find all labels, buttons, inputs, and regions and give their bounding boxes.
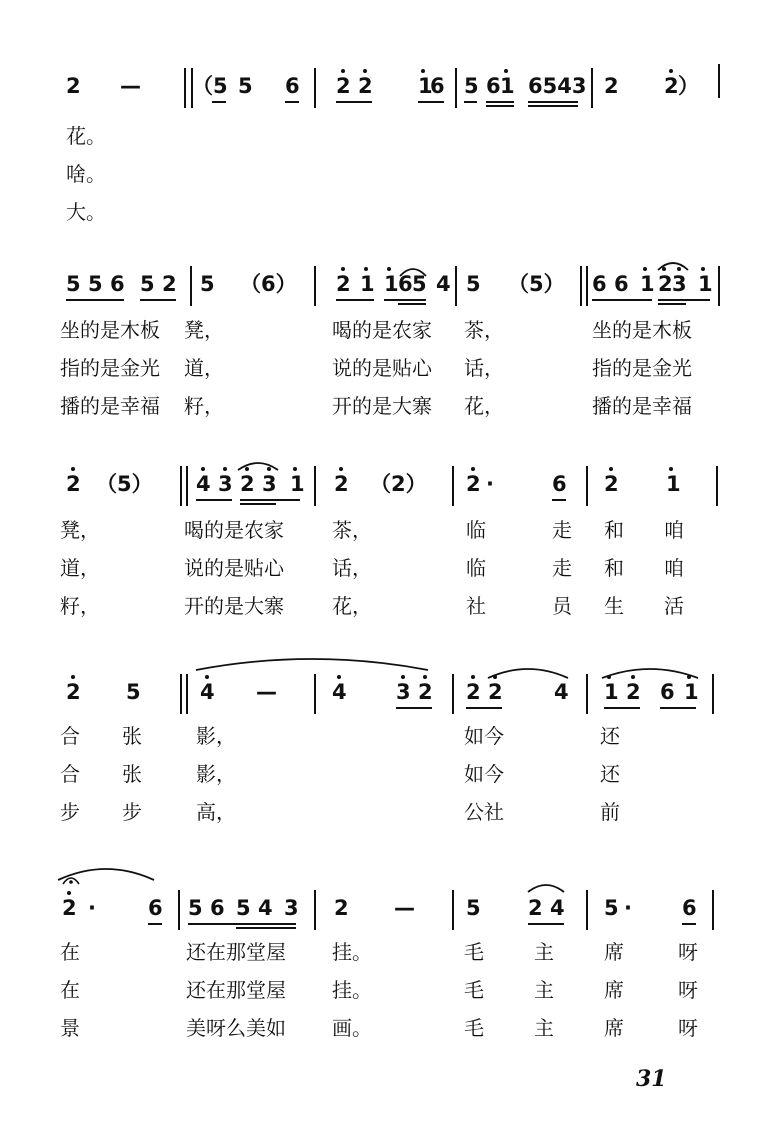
note: 4 (332, 680, 347, 704)
lyric: 指的是金光 (60, 356, 160, 380)
barline (178, 890, 180, 930)
lyric: 主 (534, 940, 554, 964)
note: 4 (550, 896, 565, 920)
staff-line (0, 260, 780, 320)
lyric: 花， (332, 594, 372, 618)
lyric: 道， (184, 356, 224, 380)
lyric: 籽， (60, 594, 100, 618)
note: 1 (684, 680, 699, 704)
paren-open: （ (192, 74, 213, 98)
lyric: 景 (60, 1016, 80, 1040)
lyric: 坐的是木板 (60, 318, 160, 342)
dash: — (256, 680, 277, 704)
barline (455, 68, 457, 108)
high-dot (387, 267, 391, 271)
note: 1 (290, 472, 305, 496)
lyric: 和 (604, 518, 624, 542)
barline (452, 466, 454, 506)
dash: — (394, 896, 415, 920)
underline (336, 299, 374, 301)
note: 5 (126, 680, 141, 704)
lyric: 话， (332, 556, 372, 580)
underline (140, 299, 176, 301)
lyric: 合 (60, 762, 80, 786)
note: 5 (140, 272, 155, 296)
high-dot (471, 675, 475, 679)
note: （2） (370, 472, 427, 496)
lyric: 走 (552, 556, 572, 580)
underline (212, 101, 226, 103)
slur (398, 264, 428, 278)
note: 4 (554, 680, 569, 704)
barline (586, 466, 588, 506)
staff-line (0, 460, 780, 520)
high-dot (205, 675, 209, 679)
note: 2 (626, 680, 641, 704)
note: 3 (218, 472, 233, 496)
high-dot (341, 69, 345, 73)
high-dot (364, 267, 368, 271)
underline (592, 299, 652, 301)
underline (236, 927, 296, 929)
lyric: 影， (196, 762, 236, 786)
high-dot (337, 675, 341, 679)
lyric: 步 (122, 800, 142, 824)
barline (586, 890, 588, 930)
underline (658, 303, 686, 305)
high-dot (609, 467, 613, 471)
underline (604, 707, 640, 709)
underline (486, 105, 514, 107)
lyric: 大。 (66, 200, 106, 224)
lyric: 如今 (464, 762, 504, 786)
note: （5） (96, 472, 153, 496)
note: 2 (466, 472, 481, 496)
lyric: 道， (60, 556, 100, 580)
dot: · (624, 896, 632, 920)
note: 2 (334, 472, 349, 496)
lyric: 张 (122, 724, 142, 748)
high-dot (669, 467, 673, 471)
lyric: 播的是幸福 (592, 394, 692, 418)
note: 6 (552, 472, 567, 496)
slur (236, 458, 280, 472)
barline (184, 68, 186, 108)
note: 6543 (528, 74, 587, 98)
note: 2 (418, 680, 433, 704)
barline (452, 890, 454, 930)
note: 5 (236, 896, 251, 920)
underline (196, 499, 232, 501)
lyric: 高， (196, 800, 236, 824)
note: 5 (213, 74, 228, 98)
lyric: 毛 (464, 940, 484, 964)
note: 1 (500, 74, 515, 98)
lyric: 茶， (332, 518, 372, 542)
staff-line (0, 62, 780, 122)
note: 2 (66, 74, 81, 98)
staff-line (0, 668, 780, 728)
lyric: 呀 (678, 1016, 698, 1040)
high-dot (201, 467, 205, 471)
note: 5 (464, 74, 479, 98)
barline (586, 674, 588, 714)
high-dot (701, 267, 705, 271)
lyric: 和 (604, 556, 624, 580)
fermata-icon (62, 874, 80, 886)
note: 6 (285, 74, 300, 98)
lyric: 社 (466, 594, 486, 618)
note: 2 (334, 896, 349, 920)
note: 2 (528, 896, 543, 920)
note: 4 (258, 896, 273, 920)
lyric: 张 (122, 762, 142, 786)
high-dot (341, 267, 345, 271)
lyric: 生 (604, 594, 624, 618)
note: 3 (396, 680, 411, 704)
underline (66, 299, 124, 301)
lyric: 还在那堂屋 (186, 978, 286, 1002)
note: 6 (660, 680, 675, 704)
note: 1 (698, 272, 713, 296)
paren-close: ） (678, 74, 699, 98)
note: 6 (148, 896, 163, 920)
lyric: 前 (600, 800, 620, 824)
high-dot (471, 467, 475, 471)
staff-line (0, 884, 780, 944)
underline (464, 101, 477, 103)
note: 2 (336, 74, 351, 98)
lyric: 坐的是木板 (592, 318, 692, 342)
lyric: 还在那堂屋 (186, 940, 286, 964)
lyric: 茶， (464, 318, 504, 342)
underline (398, 303, 426, 305)
lyric: 画。 (332, 1016, 372, 1040)
lyric: 还 (600, 724, 620, 748)
barline (591, 68, 593, 108)
page-number: 31 (636, 1066, 667, 1092)
underline (552, 499, 566, 501)
note: 2 (240, 472, 255, 496)
slur (194, 654, 430, 672)
underline (528, 101, 578, 103)
barline (712, 674, 714, 714)
note: 4 (196, 472, 211, 496)
lyric: 在 (60, 978, 80, 1002)
lyric: 咱 (664, 518, 684, 542)
barline (580, 266, 582, 306)
note: 2 (488, 680, 503, 704)
note: 2 (62, 896, 77, 920)
note: 2 (664, 74, 679, 98)
barline (186, 674, 188, 714)
lyric: 开的是大寨 (332, 394, 432, 418)
note: 6 (614, 272, 629, 296)
barline (712, 890, 714, 930)
lyric: 临 (466, 556, 486, 580)
lyric: 如今 (464, 724, 504, 748)
note: 6 (110, 272, 125, 296)
note: 3 (262, 472, 277, 496)
lyric: 影， (196, 724, 236, 748)
underline (396, 707, 432, 709)
high-dot (423, 675, 427, 679)
underline (240, 503, 276, 505)
underline (466, 707, 502, 709)
note: 5 (188, 896, 203, 920)
note: 2 (162, 272, 177, 296)
dot: · (88, 896, 96, 920)
lyric: 主 (534, 1016, 554, 1040)
note: 1 (418, 74, 433, 98)
note: 5 (466, 896, 481, 920)
note: 6 (430, 74, 445, 98)
note: 6 (592, 272, 607, 296)
high-dot (643, 267, 647, 271)
note: 5 (604, 896, 619, 920)
note: 5 (66, 272, 81, 296)
note: 5 (88, 272, 103, 296)
note: 1 (360, 272, 375, 296)
lyric: 临 (466, 518, 486, 542)
note: 2 (66, 680, 81, 704)
underline (528, 923, 564, 925)
barline (314, 68, 316, 108)
barline (180, 674, 182, 714)
note: 2 (604, 74, 619, 98)
note: 5 (200, 272, 215, 296)
note: 4 (436, 272, 451, 296)
lyric: 主 (534, 978, 554, 1002)
underline (682, 923, 696, 925)
lyric: 凳， (184, 318, 224, 342)
note: 6 (486, 74, 501, 98)
note: 2 (336, 272, 351, 296)
underline (528, 105, 578, 107)
note: 2 (358, 74, 373, 98)
lyric: 毛 (464, 1016, 484, 1040)
high-dot (71, 467, 75, 471)
lyric: 呀 (678, 978, 698, 1002)
lyric: 喝的是农家 (184, 518, 284, 542)
lyric: 合 (60, 724, 80, 748)
note: 2 (466, 680, 481, 704)
lyric: 活 (664, 594, 684, 618)
note: 2 (658, 272, 673, 296)
note: 1 (604, 680, 619, 704)
barline (190, 266, 192, 306)
note: 5 (238, 74, 253, 98)
barline (718, 266, 720, 306)
slur (526, 880, 566, 894)
underline (658, 299, 710, 301)
note: 2 (66, 472, 81, 496)
underline (336, 101, 372, 103)
high-dot (669, 69, 673, 73)
note: 1 (384, 272, 399, 296)
lyric: 说的是贴心 (332, 356, 432, 380)
barline (314, 266, 316, 306)
high-dot (339, 467, 343, 471)
note: （5） (508, 272, 565, 296)
lyric: 在 (60, 940, 80, 964)
barline (716, 466, 718, 506)
barline (314, 674, 316, 714)
underline (486, 101, 514, 103)
note: 6 (398, 272, 413, 296)
lyric: 凳， (60, 518, 100, 542)
lyric: 指的是金光 (592, 356, 692, 380)
lyric: 走 (552, 518, 572, 542)
barline (180, 466, 182, 506)
lyric: 挂。 (332, 978, 372, 1002)
slur (486, 664, 570, 680)
slur (656, 258, 690, 272)
high-dot (67, 891, 71, 895)
note: 6 (682, 896, 697, 920)
lyric: 还 (600, 762, 620, 786)
barline (586, 266, 588, 306)
barline (718, 64, 720, 98)
barline (314, 890, 316, 930)
barline (452, 674, 454, 714)
underline (285, 101, 299, 103)
lyric: 咱 (664, 556, 684, 580)
lyric: 挂。 (332, 940, 372, 964)
lyric: 喝的是农家 (332, 318, 432, 342)
lyric: 花， (464, 394, 504, 418)
underline (240, 499, 300, 501)
high-dot (401, 675, 405, 679)
lyric: 开的是大寨 (184, 594, 284, 618)
note: 3 (672, 272, 687, 296)
slur (600, 664, 700, 680)
dot: · (486, 472, 494, 496)
high-dot (421, 69, 425, 73)
high-dot (363, 69, 367, 73)
barline (186, 466, 188, 506)
underline (188, 923, 296, 925)
note: 3 (284, 896, 299, 920)
dash: — (120, 74, 141, 98)
underline (418, 101, 444, 103)
note: 4 (200, 680, 215, 704)
lyric: 籽， (184, 394, 224, 418)
barline (314, 466, 316, 506)
high-dot (293, 467, 297, 471)
lyric: 毛 (464, 978, 484, 1002)
lyric: 员 (552, 594, 572, 618)
lyric: 呀 (678, 940, 698, 964)
lyric: 话， (464, 356, 504, 380)
lyric: 美呀么美如 (186, 1016, 286, 1040)
lyric: 席 (604, 1016, 624, 1040)
underline (148, 923, 162, 925)
note: （6） (240, 272, 297, 296)
lyric: 播的是幸福 (60, 394, 160, 418)
lyric: 公社 (464, 800, 504, 824)
high-dot (71, 675, 75, 679)
lyric: 啥。 (66, 162, 106, 186)
lyric: 花。 (66, 124, 106, 148)
note: 2 (604, 472, 619, 496)
high-dot (223, 467, 227, 471)
note: 5 (412, 272, 427, 296)
note: 1 (640, 272, 655, 296)
barline (455, 266, 457, 306)
underline (384, 299, 426, 301)
lyric: 说的是贴心 (184, 556, 284, 580)
lyric: 席 (604, 978, 624, 1002)
note: 6 (210, 896, 225, 920)
lyric: 席 (604, 940, 624, 964)
note: 5 (466, 272, 481, 296)
underline (660, 707, 696, 709)
note: 1 (666, 472, 681, 496)
lyric: 步 (60, 800, 80, 824)
high-dot (504, 69, 508, 73)
